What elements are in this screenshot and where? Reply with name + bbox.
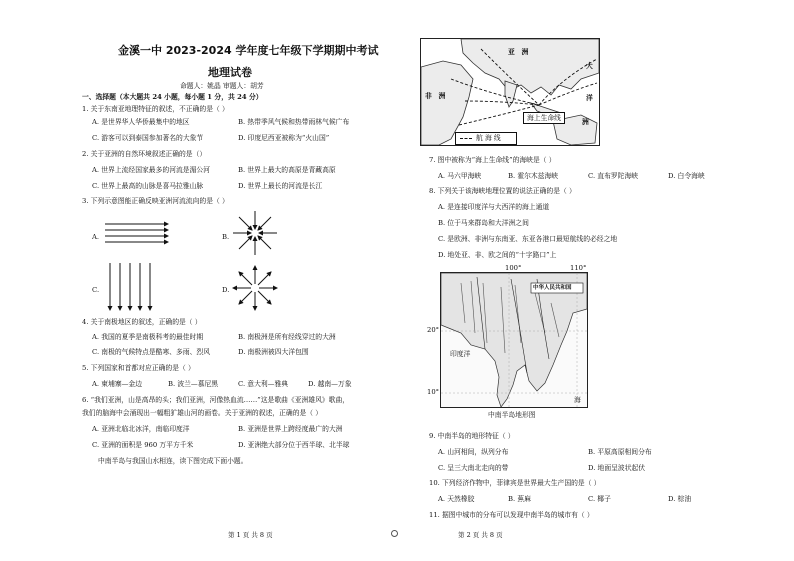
legend-label: 航 海 线 <box>476 134 501 142</box>
q6-option-a: A. 亚洲北临北冰洋，南临印度洋 <box>92 425 190 433</box>
diagram-c <box>110 263 150 310</box>
q7-option-d: D. 白令海峡 <box>668 172 705 180</box>
question-6-line1: 6. “我们亚洲，山是高昂的头；我们亚洲，河像热血流……”这是歌曲《亚洲雄风》歌曲， <box>82 396 350 404</box>
q7-option-b: B. 霍尔木兹海峡 <box>508 172 559 180</box>
question-2: 2. 关于亚洲的自然环境叙述正确的是（） <box>82 150 207 158</box>
q1-option-c: C. 游客可以到泰国参加著名的大象节 <box>92 134 204 142</box>
map2-caption: 中南半岛地形图 <box>488 411 536 419</box>
q4-option-d: D. 南极洲被四大洋包围 <box>238 348 309 356</box>
map-label-africa: 非 洲 <box>425 92 446 100</box>
q1-option-b: B. 热带季风气候和热带雨林气候广布 <box>238 118 350 126</box>
author-line: 命题人：姚晶 审题人：胡芳 <box>180 82 264 90</box>
question-6-line2: 我们的脑海中会涌现出一幅粗犷雄山河的画卷。关于亚洲的叙述，正确的是（ ） <box>82 409 323 417</box>
map2-lon-110: 110° <box>570 264 587 272</box>
q2-option-b: B. 世界上最大的高原是青藏高原 <box>238 166 336 174</box>
q3-option-d: D. <box>222 286 230 294</box>
question-9: 9. 中南半岛的地形特征（ ） <box>429 432 515 440</box>
q2-option-a: A. 世界上流经国家最多的河流是湄公河 <box>92 166 210 174</box>
q7-option-c: C. 直布罗陀海峡 <box>588 172 639 180</box>
flow-direction-diagrams <box>100 208 400 320</box>
q5-option-a: A. 柬埔寨—金边 <box>92 380 143 388</box>
q10-option-a: A. 天然橡胶 <box>438 495 475 503</box>
map2-sea-label: 海 <box>574 396 581 404</box>
map-legend <box>455 132 517 145</box>
page-number-left: 第 1 页 共 8 页 <box>228 531 273 539</box>
q6-option-c: C. 亚洲的面积是 960 万平方千米 <box>92 441 194 449</box>
q9-option-b: B. 平原高原相间分布 <box>588 448 652 456</box>
question-7: 7. 图中被称为“海上生命线”的海峡是（ ） <box>429 156 556 164</box>
diagram-b <box>233 211 277 255</box>
q10-option-d: D. 棕油 <box>668 495 692 503</box>
q9-option-a: A. 山河相间，纵列分布 <box>438 448 509 456</box>
q3-option-a: A. <box>92 233 100 241</box>
q7-option-a: A. 马六甲海峡 <box>438 172 482 180</box>
q3-option-c: C. <box>92 286 100 294</box>
q5-option-d: D. 越南—万象 <box>308 380 352 388</box>
q5-option-b: B. 波兰—慕尼黑 <box>168 380 219 388</box>
binding-dot <box>391 530 398 537</box>
map-label-ocean-c: 洲 <box>582 118 589 126</box>
map2-lat-20: 20° <box>427 326 440 334</box>
q10-option-b: B. 蕉麻 <box>508 495 531 503</box>
q8-option-a: A. 是连接印度洋与大西洋的海上通道 <box>438 203 550 211</box>
q1-option-d: D. 印度尼西亚被称为“火山国” <box>238 134 330 142</box>
map2-lon-100: 100° <box>505 264 522 272</box>
q6-option-d: D. 亚洲绝大部分位于西半球、北半球 <box>238 441 350 449</box>
map2-indian-ocean: 印度洋 <box>450 350 471 358</box>
map2-lat-10: 10° <box>427 388 440 396</box>
map-label-ocean-a: 大 <box>586 62 593 70</box>
map2-china-label: 中华人民共和国 <box>533 285 572 291</box>
q9-option-d: D. 地面呈波状起伏 <box>588 464 646 472</box>
question-1: 1. 关于东南亚地理特征的叙述，不正确的是（ ） <box>82 105 229 113</box>
map-label-asia: 亚 洲 <box>508 48 529 56</box>
q4-option-a: A. 我国的夏季是南极科考的最佳时期 <box>92 333 204 341</box>
q8-option-c: C. 是欧洲、非洲与东南亚、东亚各港口最短航线的必经之地 <box>438 235 618 243</box>
q5-option-c: C. 意大利—雅典 <box>238 380 289 388</box>
q8-option-b: B. 位于马来群岛和大洋洲之间 <box>438 219 529 227</box>
diagram-a <box>105 224 168 242</box>
q3-option-b: B. <box>222 233 230 241</box>
q4-option-c: C. 南极的气候特点是酷寒、多雨、烈风 <box>92 348 211 356</box>
q2-option-d: D. 世界上最长的河流是长江 <box>238 182 323 190</box>
question-11: 11. 据图中城市的分布可以发现中南半岛的城市有（ ） <box>429 511 594 519</box>
q6-option-b: B. 亚洲是世界上跨经度最广的大洲 <box>238 425 343 433</box>
indochina-terrain-map <box>440 272 588 408</box>
exam-subtitle: 地理试卷 <box>208 66 252 79</box>
question-5: 5. 下列国家和首都对应正确的是（ ） <box>82 364 195 372</box>
q10-option-c: C. 椰子 <box>588 495 611 503</box>
map-intro: 中南半岛与我国山水相连，读下图完成下面小题。 <box>98 457 248 465</box>
q1-option-a: A. 是世界华人华侨最集中的地区 <box>92 118 190 126</box>
map-label-ocean-b: 洋 <box>586 94 593 102</box>
exam-title: 金溪一中 2023-2024 学年度七年级下学期期中考试 <box>118 44 379 57</box>
q2-option-c: C. 世界上最高的山脉是喜马拉雅山脉 <box>92 182 204 190</box>
q8-option-d: D. 地处亚、非、欧之间的“十字路口”上 <box>438 251 557 259</box>
q9-option-c: C. 呈三大南北走向的带 <box>438 464 509 472</box>
question-10: 10. 下列经济作物中，菲律宾是世界最大生产国的是（ ） <box>429 479 601 487</box>
section-heading: 一、选择题（本大题共 24 小题，每小题 1 分，共 24 分） <box>82 93 263 101</box>
diagram-d <box>233 266 277 310</box>
question-4: 4. 关于南极地区的叙述，正确的是（ ） <box>82 318 202 326</box>
q4-option-b: B. 南极洲是所有经线穿过的大洲 <box>238 333 336 341</box>
question-8: 8. 下列关于该海峡地理位置的说法正确的是（ ） <box>429 187 576 195</box>
lifeline-label: 海上生命线 <box>523 112 565 124</box>
legend-dash <box>460 138 472 139</box>
page-number-right: 第 2 页 共 8 页 <box>458 531 503 539</box>
question-3: 3. 下列示意图能正确反映亚洲河流流向的是（ ） <box>82 197 229 205</box>
